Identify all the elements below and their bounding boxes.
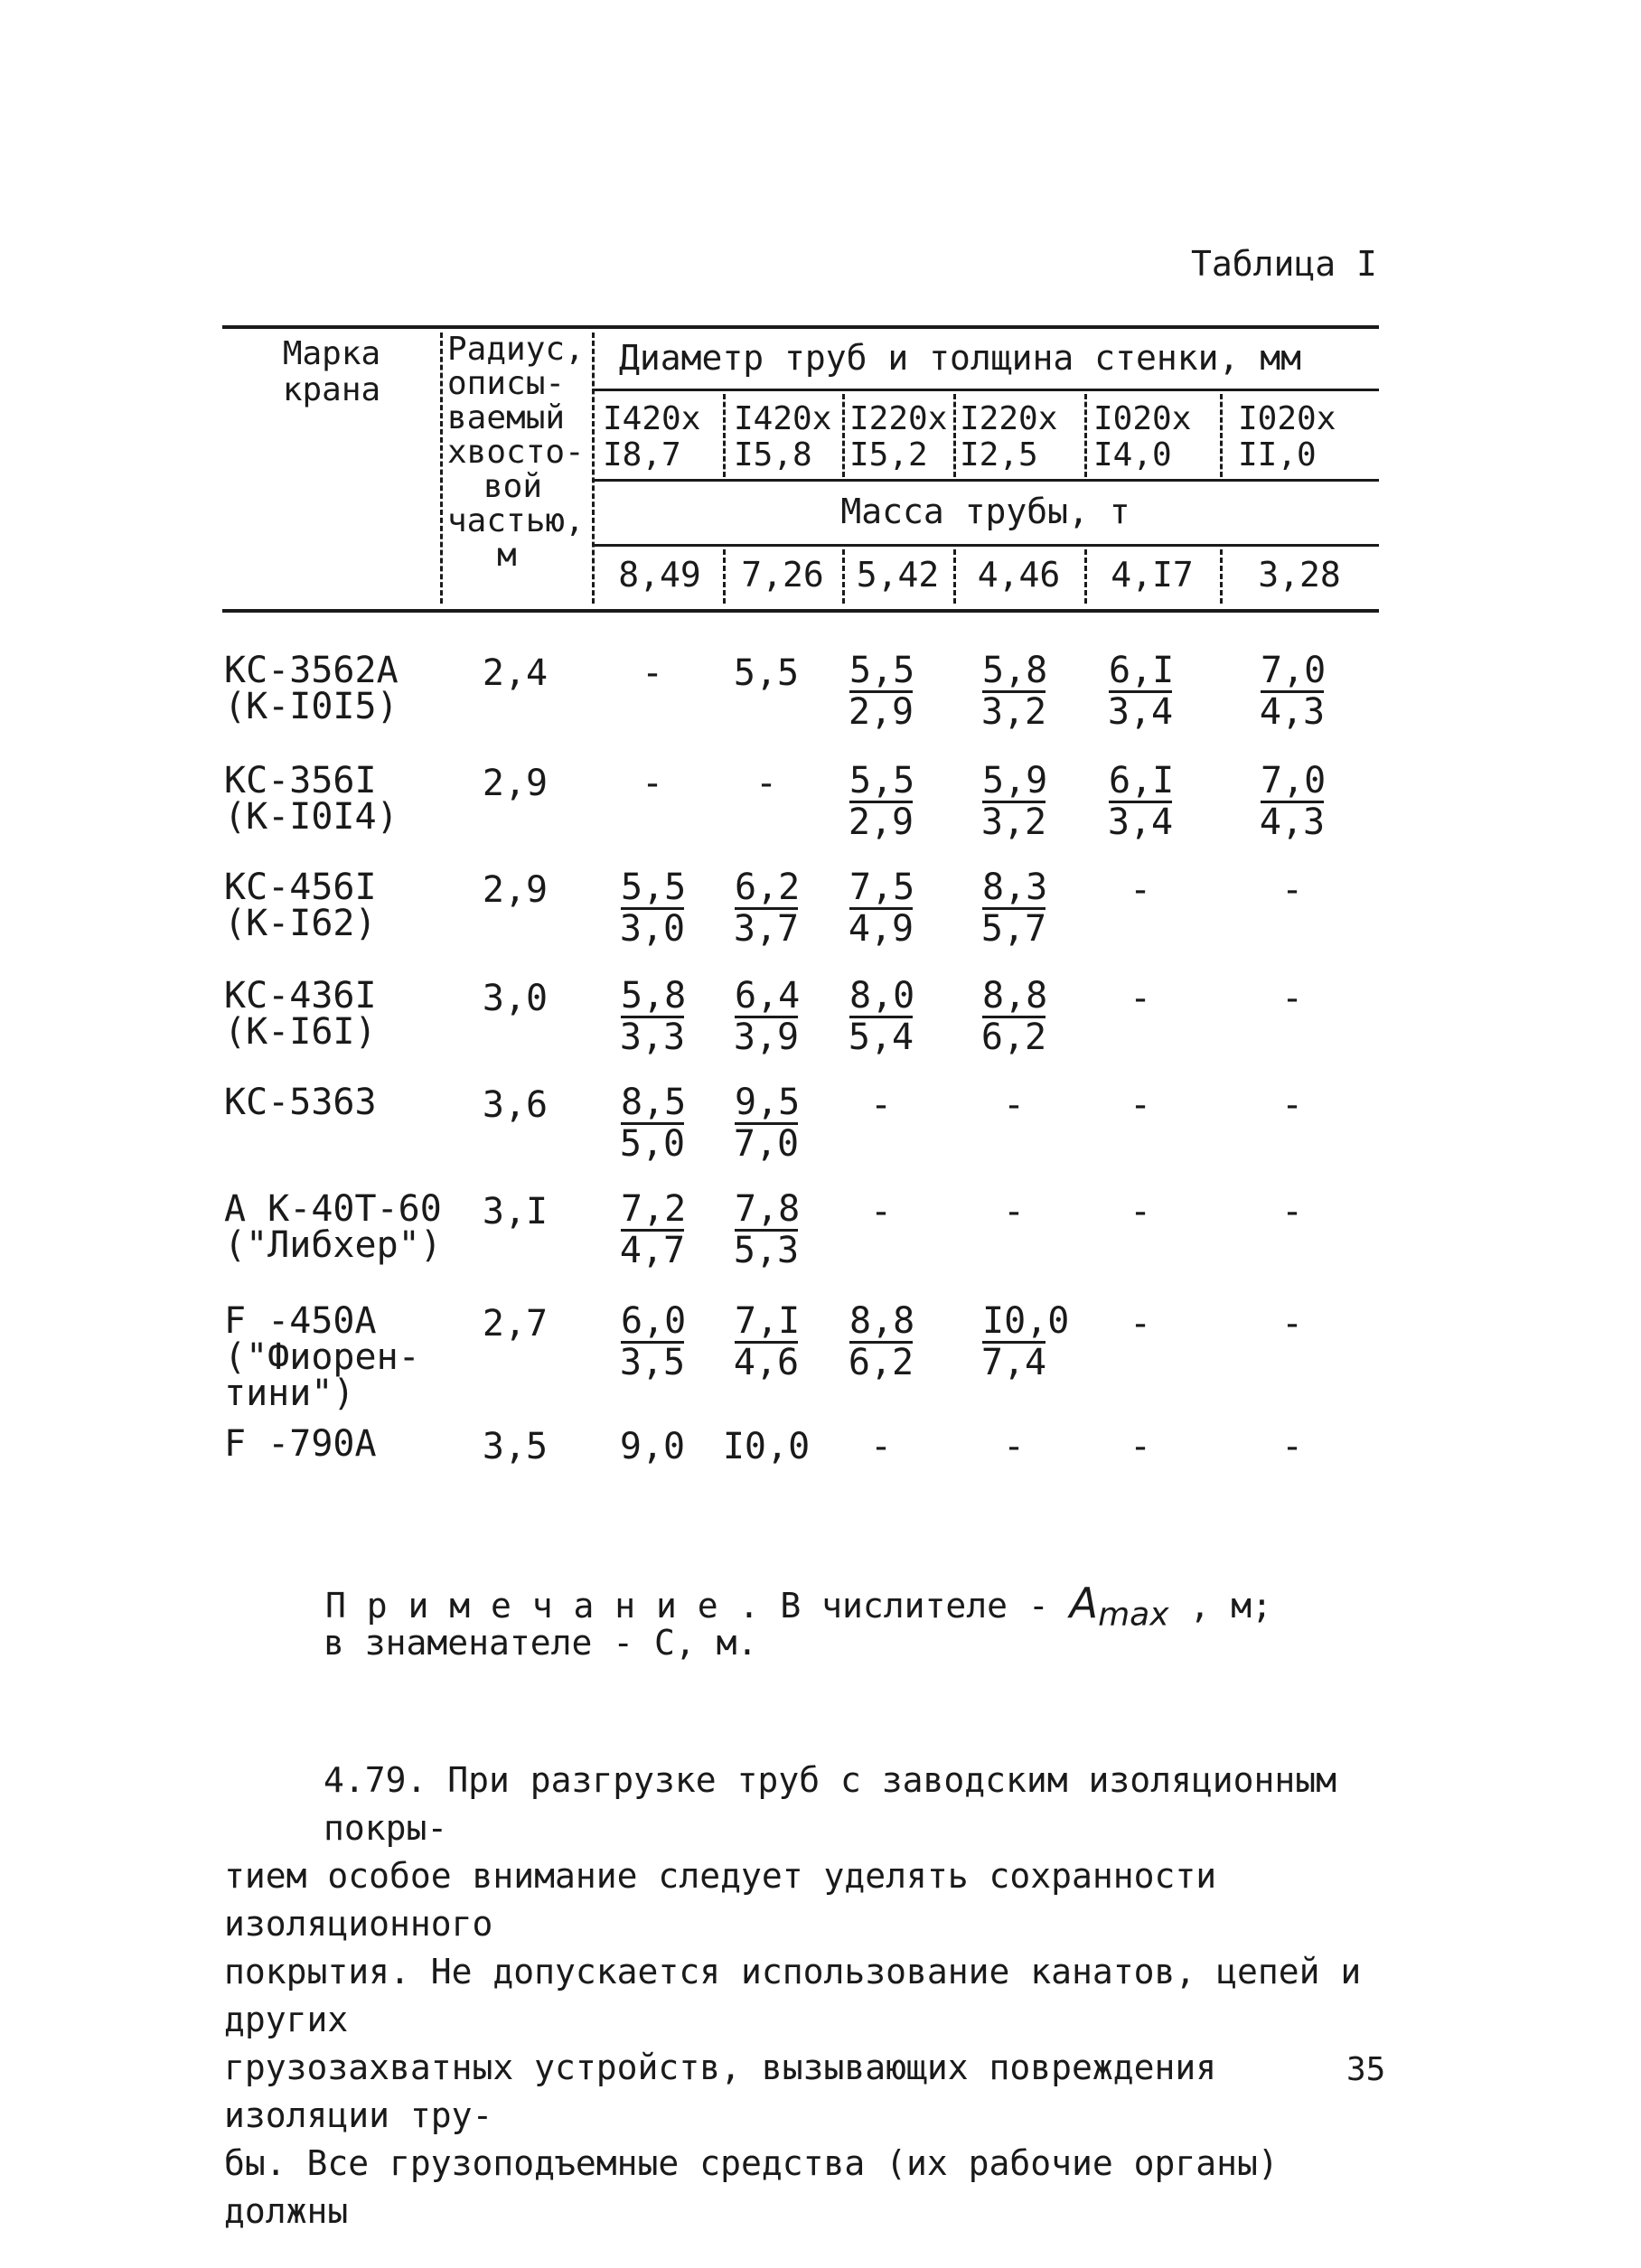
empty-cell-dash: - [641, 763, 664, 804]
empty-cell-dash: - [1002, 1084, 1026, 1126]
paragraph-line: покрытия. Не допускается использование канатов, цепей и других [224, 1952, 1362, 2039]
table-top-rule [222, 325, 1379, 329]
crane-name-line: КС-436I [224, 975, 377, 1017]
header-radius: Радиус, описы- ваемый хвосто- вой частью, м [447, 331, 585, 574]
crane-name [224, 869, 377, 942]
paragraph-line: 4.79. При разгрузке труб с заводским изоляционным покры- [324, 1760, 1337, 1848]
header-mass-2: 7,26 [741, 555, 824, 595]
fraction-numerator: 6,I [1109, 760, 1175, 801]
page-number: 35 [1346, 2051, 1386, 2088]
radius-cell: 3,0 [482, 978, 549, 1019]
diameter-rule [592, 389, 1379, 391]
col-sep-2 [592, 333, 595, 604]
empty-cell-dash: - [1280, 1084, 1304, 1126]
fraction-denominator: 3,3 [619, 1017, 686, 1058]
mass-rule [592, 544, 1379, 547]
empty-cell-dash: - [1002, 1191, 1026, 1232]
diameter-bottom-rule [592, 479, 1379, 482]
col-sep-4 [842, 394, 845, 477]
fraction-numerator: 9,5 [735, 1082, 801, 1123]
crane-name-line: КС-5363 [224, 1082, 377, 1123]
fraction-numerator: 5,9 [982, 760, 1048, 801]
header-diameter-6: I020x II,0 [1238, 400, 1336, 473]
fraction-denominator: 3,0 [619, 908, 686, 950]
fraction-cell [813, 760, 949, 843]
fraction-numerator: 7,0 [1261, 650, 1327, 691]
fraction-cell [946, 867, 1082, 950]
paragraph-line: тием особое внимание следует уделять сохранности изоляционного [224, 1856, 1217, 1944]
fraction-denominator: 4,7 [619, 1230, 686, 1271]
header-diameter-5: I020x I4,0 [1093, 400, 1192, 473]
empty-cell-dash: - [1129, 1426, 1152, 1467]
fraction-numerator: 8,5 [621, 1082, 687, 1123]
fraction-denominator: 5,7 [980, 908, 1047, 950]
header-diameter-3: I220x I5,2 [849, 400, 948, 473]
radius-cell: 2,9 [482, 763, 549, 804]
crane-name-line: (К-I62) [224, 903, 377, 944]
fraction-cell [946, 975, 1082, 1058]
radius-cell: 2,9 [482, 869, 549, 911]
fraction-denominator: 5,0 [619, 1123, 686, 1165]
fraction-numerator: 8,3 [982, 867, 1048, 908]
note-tail: , м; [1168, 1586, 1272, 1626]
table-note-line2: в знаменателе - С, м. [324, 1623, 758, 1663]
empty-cell-dash: - [641, 652, 664, 694]
crane-name-line: ("Фиорен- [224, 1336, 420, 1378]
crane-name [224, 1188, 442, 1266]
fraction-numerator: 6,I [1109, 650, 1175, 691]
crane-name-line: КС-356I [224, 760, 377, 801]
col-sep-5 [953, 394, 956, 477]
header-mass-6: 3,28 [1258, 555, 1341, 595]
empty-cell-dash: - [1129, 869, 1152, 911]
fraction-cell [1073, 650, 1208, 733]
header-mass-title: Масса трубы, т [840, 492, 1130, 531]
fraction-denominator: 6,2 [848, 1342, 914, 1383]
fraction-numerator: 6,2 [735, 867, 801, 908]
crane-name-line: (К-I0I5) [224, 686, 399, 727]
fraction-cell [1224, 650, 1360, 733]
crane-name-line: ("Либхер") [224, 1224, 442, 1266]
empty-cell-dash: - [1129, 1191, 1152, 1232]
header-bottom-rule [222, 609, 1379, 613]
fraction-numerator: 8,0 [849, 975, 915, 1017]
header-diameter-1: I420x I8,7 [603, 400, 701, 473]
fraction-denominator: 4,3 [1259, 801, 1326, 843]
fraction-denominator: 7,0 [733, 1123, 800, 1165]
crane-name [224, 760, 399, 838]
radius-cell: 2,7 [482, 1303, 549, 1345]
radius-cell: 3,I [482, 1191, 549, 1232]
col-sep-3 [723, 394, 726, 477]
value-cell: I0,0 [722, 1426, 811, 1467]
fraction-cell [1073, 760, 1208, 843]
fraction-denominator: 2,9 [848, 801, 914, 843]
crane-name [224, 652, 399, 725]
fraction-cell [1224, 760, 1360, 843]
fraction-denominator: 3,5 [619, 1342, 686, 1383]
crane-name [224, 1423, 377, 1465]
header-mass-5: 4,I7 [1111, 555, 1194, 595]
empty-cell-dash: - [869, 1191, 893, 1232]
fraction-numerator: 7,2 [621, 1188, 687, 1230]
value-cell: 5,5 [733, 652, 800, 694]
table-caption: Таблица I [1191, 244, 1377, 284]
empty-cell-dash: - [869, 1426, 893, 1467]
fraction-cell [813, 975, 949, 1058]
fraction-denominator: 4,3 [1259, 691, 1326, 733]
fraction-numerator: 7,5 [849, 867, 915, 908]
fraction-denominator: 7,4 [980, 1342, 1047, 1383]
crane-name [224, 1082, 377, 1123]
crane-name-line: тини") [224, 1373, 355, 1414]
note-symbol-sub: max [1098, 1596, 1169, 1634]
body-paragraph [224, 1757, 1390, 2235]
radius-cell: 2,4 [482, 652, 549, 694]
fraction-denominator: 3,9 [733, 1017, 800, 1058]
fraction-numerator: 5,8 [982, 650, 1048, 691]
crane-name-line: (К-I0I4) [224, 796, 399, 838]
empty-cell-dash: - [1280, 1303, 1304, 1345]
fraction-numerator: 7,0 [1261, 760, 1327, 801]
fraction-numerator: 5,5 [849, 650, 915, 691]
empty-cell-dash: - [1280, 978, 1304, 1019]
fraction-denominator: 4,6 [733, 1342, 800, 1383]
fraction-numerator: 5,5 [621, 867, 687, 908]
fraction-denominator: 3,4 [1107, 691, 1174, 733]
fraction-numerator: 7,I [735, 1300, 801, 1342]
crane-name-line: F -450А [224, 1300, 377, 1342]
fraction-cell [946, 1300, 1082, 1383]
fraction-denominator: 5,3 [733, 1230, 800, 1271]
crane-name-line: КС-456I [224, 867, 377, 908]
fraction-denominator: 6,2 [980, 1017, 1047, 1058]
crane-name-line: А К-40Т-60 [224, 1188, 442, 1230]
value-cell: 9,0 [619, 1426, 686, 1467]
header-mass-1: 8,49 [618, 555, 701, 595]
empty-cell-dash: - [1002, 1426, 1026, 1467]
radius-cell: 3,5 [482, 1426, 549, 1467]
fraction-numerator: 5,8 [621, 975, 687, 1017]
fraction-cell [946, 650, 1082, 733]
fraction-cell [813, 650, 949, 733]
fraction-denominator: 2,9 [848, 691, 914, 733]
header-mass-4: 4,46 [977, 555, 1061, 595]
fraction-numerator: 8,8 [982, 975, 1048, 1017]
fraction-numerator: 6,0 [621, 1300, 687, 1342]
fraction-denominator: 3,2 [980, 691, 1047, 733]
header-crane-brand: Марка крана [282, 335, 381, 408]
crane-name [224, 975, 377, 1053]
col-sep-6 [1084, 394, 1087, 477]
empty-cell-dash: - [1129, 1303, 1152, 1345]
crane-name-line: (К-I6I) [224, 1011, 377, 1053]
header-mass-3: 5,42 [856, 555, 940, 595]
paragraph-line: грузозахватных устройств, вызывающих повреждения изоляции тру- [224, 2048, 1217, 2135]
crane-name-line: F -790А [224, 1423, 377, 1465]
fraction-cell [813, 1300, 949, 1383]
fraction-numerator: 8,8 [849, 1300, 915, 1342]
crane-name-line: КС-3562А [224, 650, 399, 691]
note-lead: П р и м е ч а н и е . В числителе - [325, 1586, 1070, 1626]
fraction-cell [946, 760, 1082, 843]
empty-cell-dash: - [1280, 1426, 1304, 1467]
header-diameter-2: I420x I5,8 [734, 400, 832, 473]
fraction-denominator: 3,4 [1107, 801, 1174, 843]
header-diameter-title: Диаметр труб и толщина стенки, мм [619, 338, 1301, 378]
empty-cell-dash: - [755, 763, 778, 804]
fraction-denominator: 4,9 [848, 908, 914, 950]
fraction-denominator: 3,7 [733, 908, 800, 950]
fraction-numerator: 5,5 [849, 760, 915, 801]
fraction-numerator: 7,8 [735, 1188, 801, 1230]
empty-cell-dash: - [1280, 1191, 1304, 1232]
col-sep-1 [440, 333, 443, 604]
header-diameter-4: I220x I2,5 [960, 400, 1058, 473]
fraction-denominator: 5,4 [848, 1017, 914, 1058]
note-symbol: A [1069, 1579, 1099, 1627]
radius-cell: 3,6 [482, 1084, 549, 1126]
fraction-numerator: 6,4 [735, 975, 801, 1017]
crane-name [224, 1300, 420, 1414]
paragraph-line: бы. Все грузоподъемные средства (их рабочие органы) должны [224, 2143, 1279, 2231]
empty-cell-dash: - [1129, 1084, 1152, 1126]
fraction-cell [813, 867, 949, 950]
empty-cell-dash: - [1129, 978, 1152, 1019]
fraction-denominator: 3,2 [980, 801, 1047, 843]
empty-cell-dash: - [869, 1084, 893, 1126]
col-sep-7 [1220, 394, 1223, 477]
fraction-numerator: I0,0 [982, 1300, 1070, 1342]
empty-cell-dash: - [1280, 869, 1304, 911]
